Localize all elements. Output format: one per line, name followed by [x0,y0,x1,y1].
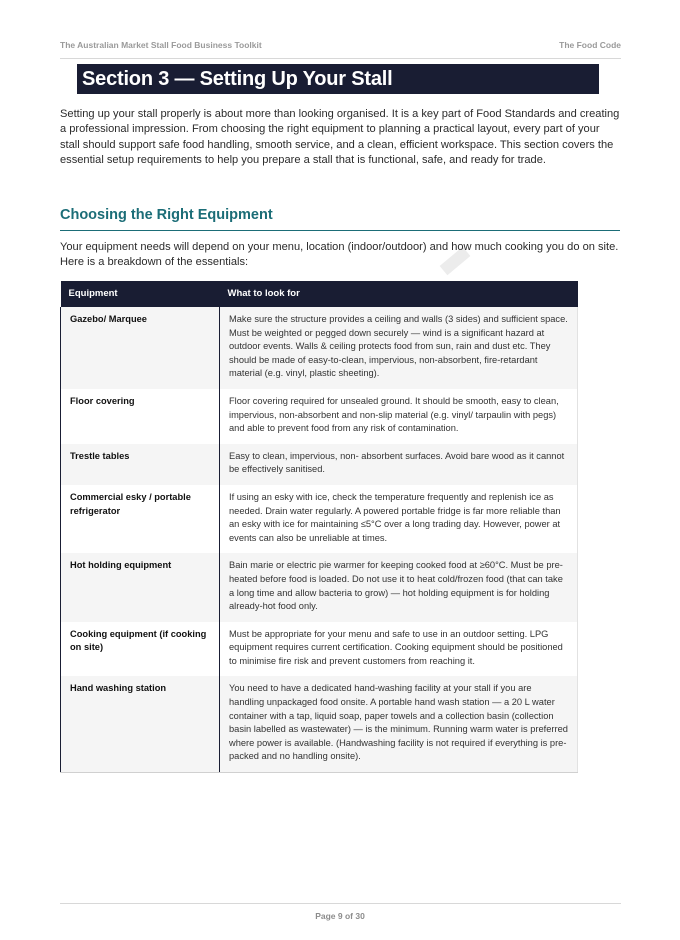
column-header-what-to-look-for: What to look for [220,281,578,307]
details-cell: Floor covering required for unsealed ground. It should be smooth, easy to clean, impervious, non-absorbent and non-slip material (e.g. vinyl/ tarpaulin with pegs) and able to prevent food from any risk of contamination. [220,389,578,444]
details-cell: If using an esky with ice, check the temperature frequently and replenish ice as needed. Drain water regularly. A powered portable fridge is far more reliable than an esky with ice for maintaining ≤5°C over a long trading day. However, power at events can also be unreliable at times. [220,485,578,553]
lead-paragraph: Your equipment needs will depend on your menu, location (indoor/outdoor) and how much cooking you do on site. Here is a breakdown of the essentials: [60,241,619,269]
equipment-table [60,281,578,773]
details-cell: Bain marie or electric pie warmer for keeping cooked food at ≥60°C. Must be pre-heated before food is loaded. Do not use it to heat cold/frozen food (that can take a long time and allow bacteria to grow) — hot holding equipment is for holding already-hot food only. [220,553,578,621]
subheading: Choosing the Right Equipment [60,205,620,231]
details-cell: Must be appropriate for your menu and safe to use in an outdoor setting. LPG equipment requires current certification. Cooking equipment should be positioned to minimise fire risk and prevent customers from reaching it. [220,622,578,677]
footer-divider [60,903,621,904]
table-row [61,444,578,485]
details-cell: Easy to clean, impervious, non- absorbent surfaces. Avoid bare wood as it cannot be effectively sanitised. [220,444,578,485]
equipment-cell: Cooking equipment (if cooking on site) [61,622,220,677]
equipment-cell: Gazebo/ Marquee [61,307,220,389]
details-cell: You need to have a dedicated hand-washing facility at your stall if you are handling unpackaged food onsite. A portable hand wash station — a 20 L water container with a tap, liquid soap, paper towels and a collection basin (collection basin labelled as wastewater) — is the minimum. Running warm water is preferred where power is available. (Handwashing facility is not required if everything is pre-packed and no handling onsite). [220,676,578,772]
intro-paragraph: Setting up your stall properly is about more than looking organised. It is a key part of Food Standards and creating a professional impression. From choosing the right equipment to planning a practical layout, every part of your stall should support safe food handling, smooth service, and a clean, efficient workspace. This section covers the essential setup requirements to help you prepare a stall that is functional, safe, and ready for trade. [60,108,620,167]
table-row [61,553,578,621]
equipment-cell: Hot holding equipment [61,553,220,621]
table-row [61,307,578,389]
table-row [61,485,578,553]
page-header [60,40,621,59]
equipment-cell: Trestle tables [61,444,220,485]
equipment-cell: Floor covering [61,389,220,444]
equipment-cell: Commercial esky / portable refrigerator [61,485,220,553]
table-row [61,622,578,677]
section-title: Section 3 — Setting Up Your Stall [77,64,599,94]
equipment-cell: Hand washing station [61,676,220,772]
table-row [61,389,578,444]
table-row [61,676,578,772]
document-title: The Australian Market Stall Food Business Toolkit [60,40,262,50]
details-cell: Make sure the structure provides a ceiling and walls (3 sides) and sufficient space. Must be weighted or pegged down securely — wind is a significant hazard at outdoor events. Walls & ceiling protects food from sun, rain and dust etc. They should be made of easy-to-clean, impervious, non-absorbent, fire-retardant material (e.g. vinyl, plastic sheeting). [220,307,578,389]
page-number: Page 9 of 30 [315,911,365,921]
table-header-row [61,281,578,307]
column-header-equipment: Equipment [61,281,220,307]
chapter-title: The Food Code [559,40,621,50]
